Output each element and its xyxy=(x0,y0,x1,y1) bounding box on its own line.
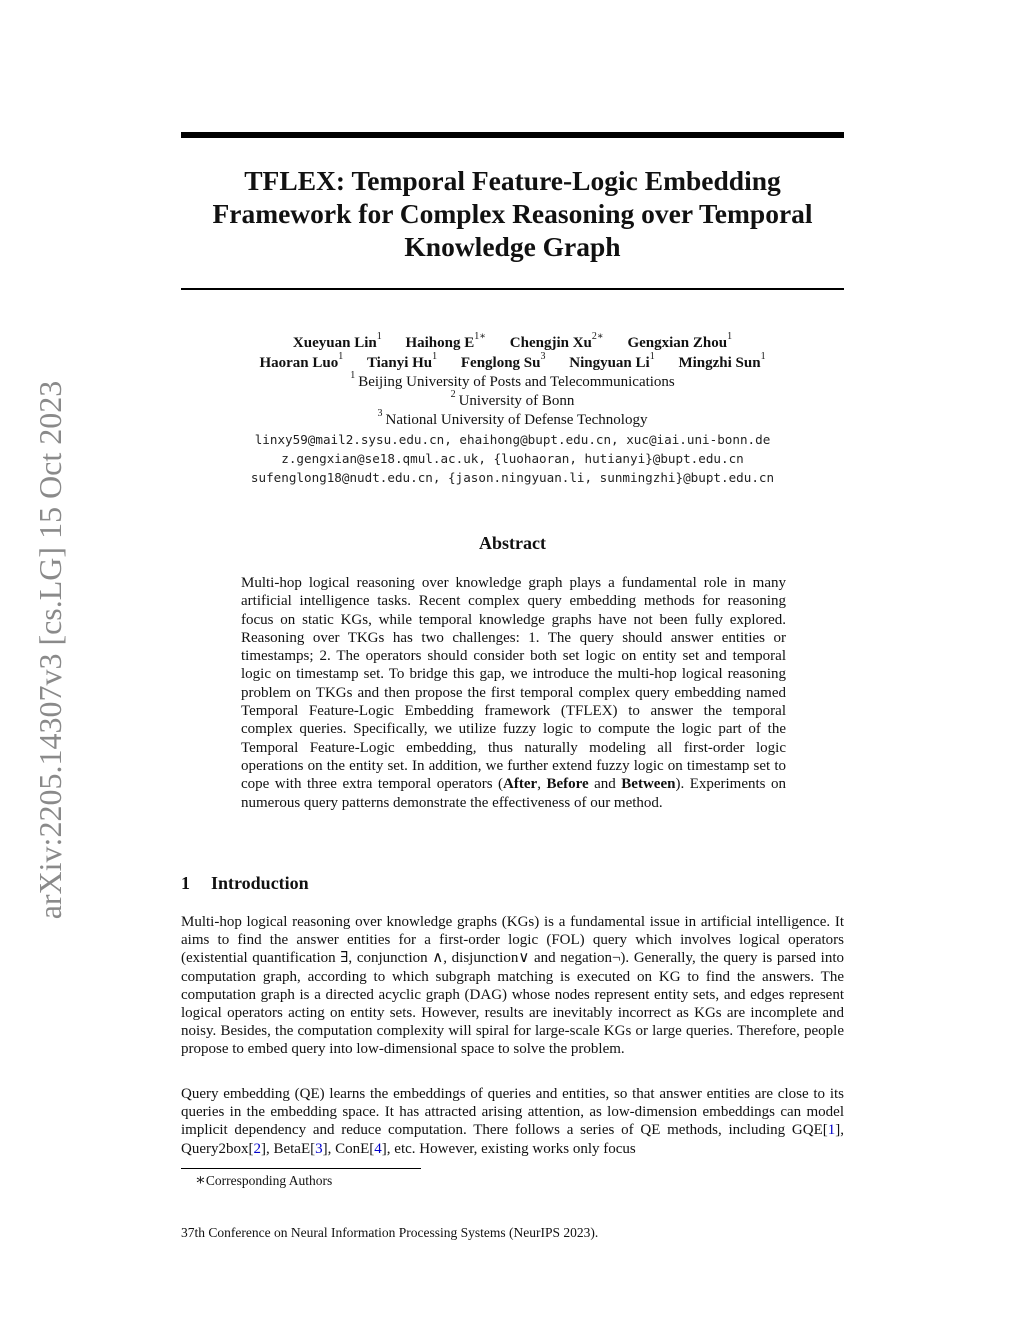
citation-link[interactable]: 3 xyxy=(315,1140,323,1157)
email-line: linxy59@mail2.sysu.edu.cn, ehaihong@bupt.edu.cn, xuc@iai.uni-bonn.de xyxy=(254,432,771,447)
title-line-3: Knowledge Graph xyxy=(404,231,621,262)
footnote: ∗Corresponding Authors xyxy=(195,1172,333,1189)
citation-link[interactable]: 4 xyxy=(374,1140,382,1157)
email-line: sufenglong18@nudt.edu.cn, {jason.ningyuan.li, sunmingzhi}@bupt.edu.cn xyxy=(250,470,775,485)
intro-paragraph-2: Query embedding (QE) learns the embeddings of queries and entities, so that answer entities are close to its queries in the embedding space. It has attracted arising attention, as low-dimension embeddings can model implicit dependency and reduce computation. There follows a series of QE methods, including GQE[1], Query2box[2], BetaE[3], ConE[4], etc. However, existing works only focus xyxy=(181,1086,844,1157)
intro-paragraph-1: Multi-hop logical reasoning over knowledge graphs (KGs) is a fundamental issue in artificial intelligence. It aims to find the answer entities for a first-order logic (FOL) query which involves logical operators (existential quantification ∃, conjunction ∧, disjunction∨ and negation¬). Generally, the query is parsed into computation graph, according to which subgraph matching is executed on KG to find the answers. The computation graph is a directed acyclic graph (DAG) whose nodes represent entity sets, and edges represent logical operators acting on entity sets. However, results are inevitably incorrect as KGs are incomplete and noisy. Besides, the computation complexity will spiral for large-scale KGs or large queries. Therefore, people propose to embed query into low-dimensional space to solve the problem. xyxy=(181,914,844,1058)
section-title: Introduction xyxy=(211,873,309,893)
affiliation: $^2$ University of Bonn xyxy=(450,389,575,409)
author-name: Gengxian Zhou$^1$ xyxy=(627,331,733,351)
section-heading-introduction xyxy=(181,872,309,894)
author-name: Haoran Luo$^1$ xyxy=(259,351,344,371)
author-name: Fenglong Su$^3$ xyxy=(460,351,546,371)
title-line-1: TFLEX: Temporal Feature-Logic Embedding xyxy=(244,165,781,196)
author-row-2 xyxy=(181,353,844,373)
author-name: Tianyi Hu$^1$ xyxy=(366,351,438,371)
author-name: Mingzhi Sun$^1$ xyxy=(678,351,766,371)
affiliation: $^1$ Beijing University of Posts and Telecommunications xyxy=(350,370,675,390)
author-row-1 xyxy=(181,333,844,353)
author-name: Chengjin $Xu^{2∗}$ xyxy=(509,331,604,351)
section-number: 1 xyxy=(181,873,190,893)
author-name: Xueyuan Lin$^1$ xyxy=(292,331,382,351)
citation-link[interactable]: 1 xyxy=(827,1122,836,1139)
paper-title xyxy=(181,164,844,263)
email-line: z.gengxian@se18.qmul.ac.uk, {luohaoran, hutianyi}@bupt.edu.cn xyxy=(281,451,744,466)
footnote-rule xyxy=(181,1168,421,1169)
affiliation: $^3$ National University of Defense Technology xyxy=(377,408,648,428)
author-name: Haihong $E^{1∗}$ xyxy=(405,331,487,351)
abstract-heading: Abstract xyxy=(479,533,546,553)
citation-link[interactable]: 2 xyxy=(253,1140,261,1157)
author-block xyxy=(181,333,844,487)
author-name: Ningyuan Li$^1$ xyxy=(569,351,655,371)
arxiv-identifier[interactable]: arXiv:2205.14307v3 [cs.LG] 15 Oct 2023 xyxy=(32,380,68,920)
abstract-text: Multi-hop logical reasoning over knowledge graph plays a fundamental role in many artificial intelligence tasks. Recent complex query embedding methods for reasoning focus on static KGs, while temporal knowledge graphs have not been fully explored. Reasoning over TKGs has two challenges: 1. The query should answer entities or timestamps; 2. The operators should consider both set logic on entity set and temporal logic on timestamp set. To bridge this gap, we introduce the multi-hop logical reasoning problem on TKGs and then propose the first temporal complex query embedding named Temporal Feature-Logic Embedding framework (TFLEX) to answer the temporal complex queries. Specifically, we utilize fuzzy logic to compute the logic part of the Temporal Feature-Logic embedding, thus naturally modeling all first-order logic operations on the entity set. In addition, we further extend fuzzy logic on timestamp set to cope with three extra temporal operators (After, Before and Between). Experiments on numerous query patterns demonstrate the effectiveness of our method. xyxy=(241,575,787,811)
venue-note: 37th Conference on Neural Information Processing Systems (NeurIPS 2023). xyxy=(181,1225,599,1240)
title-line-2: Framework for Complex Reasoning over Temporal xyxy=(212,198,813,229)
title-top-rule xyxy=(181,132,844,138)
title-bottom-rule xyxy=(181,288,844,290)
